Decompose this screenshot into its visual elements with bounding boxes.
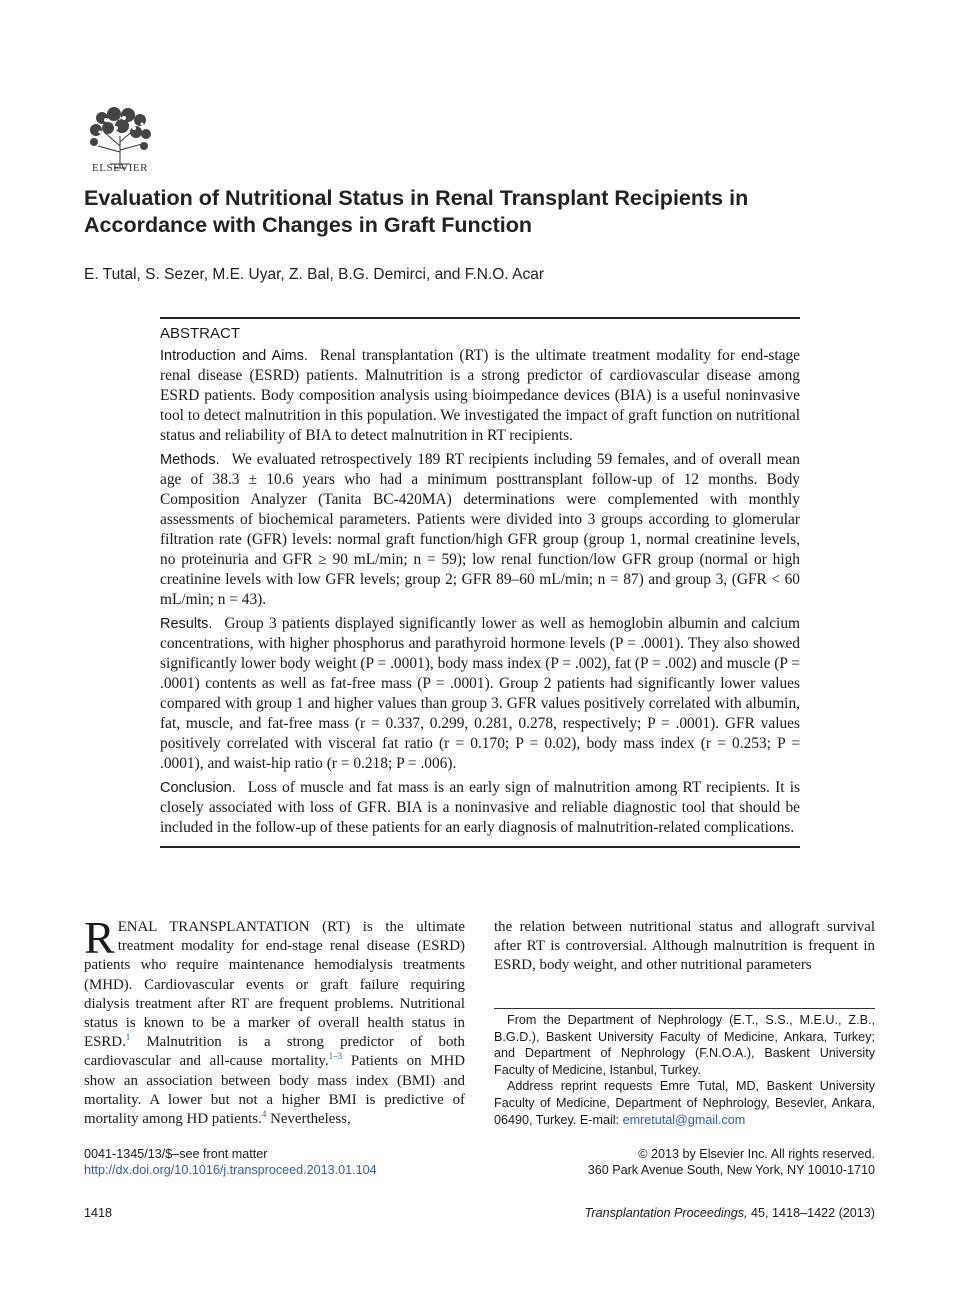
copyright-line: © 2013 by Elsevier Inc. All rights reserved. [638,1147,875,1161]
body-column-right: the relation between nutritional status and allograft survival after RT is controversial. Although malnutrition is frequent in ESRD, body weight, and other nutritional parameters [494,919,875,974]
reference-link[interactable]: 1 [125,1032,131,1043]
reference-link[interactable]: 4 [261,1109,267,1120]
publisher-address: 360 Park Avenue South, New York, NY 10010-1710 [587,1163,875,1177]
article-authors: E. Tutal, S. Sezer, M.E. Uyar, Z. Bal, B.G. Demirci, and F.N.O. Acar [84,266,544,283]
article-title: Evaluation of Nutritional Status in Renal Transplant Recipients in Accordance with Changes in Graft Function [84,186,749,237]
elsevier-wordmark: ELSEVIER [92,162,148,174]
abstract-heading: ABSTRACT [160,325,241,342]
doi-link[interactable]: http://dx.doi.org/10.1016/j.transproceed.2013.01.104 [84,1163,377,1177]
abstract-text: Loss of muscle and fat mass is an early sign of malnutrition among RT recipients. It is closely associated with loss of GFR. BIA is a noninvasive and reliable diagnostic tool that should be included in the follow-up of these patients for an early diagnosis of malnutrition-related complications. [160,779,800,836]
abstract-text: We evaluated retrospectively 189 RT recipients including 59 females, and of overall mean age of 38.3 ± 10.6 years who had a minimum posttransplant follow-up of 12 months. Body Composition Analyzer (Tanita BC-420MA) determinations were complemented with monthly assessments of biochemical parameters. Patients were divided into 3 groups according to glomerular filtration rate (GFR) levels: normal graft function/high GFR group (group 1, normal creatinine levels, no proteinuria and GFR ≥ 90 mL/min; n = 59); low renal function/low GFR group (normal or high creatinine levels with low GFR levels; group 2; GFR 89–60 mL/min; n = 87) and group 3, (GFR < 60 mL/min; n = 43). [160,451,800,608]
reprint-text: Address reprint requests Emre Tutal, MD, Baskent University Faculty of Medicine, Department of Nephrology, Besevler, Ankara, 06490, Turkey. E-mail: [494,1079,875,1127]
abstract-text: Renal transplantation (RT) is the ultimate treatment modality for end-stage renal disease (ESRD) patients. Malnutrition is a strong predictor of cardiovascular disease among ESRD patients. Body composition analysis using bioimpedance devices (BIA) is a useful noninvasive tool to detect malnutrition in this population. We investigated the impact of graft function on nutritional status and reliability of BIA to detect malnutrition in RT recipients. [160,347,800,444]
reference-link[interactable]: 1–3 [328,1051,343,1062]
body-text: (RT) is the ultimate treatment modality for end-stage renal disease (ESRD) patients who require maintenance hemodialysis treatments (MHD). Cardiovascular events or graft failure requiring dialysis treatment after RT are frequent problems. Nutritional status is known to be a marker of overall health status in ESRD. [84,919,466,1051]
body-column-left [84,912,466,1129]
issn-doi-block [84,1146,504,1178]
footnotes [494,1012,875,1128]
reprint-note [494,1078,875,1128]
journal-volume-pages: 45, 1418–1422 (2013) [747,1206,875,1220]
abstract-results [160,614,800,774]
abstract-conclusion [160,778,800,838]
issn-line: 0041-1345/13/$–see front matter [84,1147,268,1161]
abstract-text: Group 3 patients displayed significantly lower as well as hemoglobin albumin and calcium concentrations, with higher phosphorus and parathyroid hormone levels (P = .0001). They also showed significantly lower body weight (P = .0001), body mass index (P = .002), fat (P = .002) and muscle (P = .0001) contents as well as fat-free mass (P = .0001). Group 2 patients had significantly lower values compared with group 1 and higher values than group 3. GFR values positively correlated with albumin, fat, muscle, and fat-free mass (r = 0.337, 0.299, 0.281, 0.278, respectively; P = .0001). GFR values positively correlated with visceral fat ratio (r = 0.170; P = 0.02), body mass index (r = 0.253; P = .0001), and waist-hip ratio (r = 0.218; P = .006). [160,615,800,772]
lead-smallcaps: ENAL TRANSPLANTATION [117,919,310,935]
email-link[interactable]: emretutal@gmail.com [622,1112,746,1127]
page-number: 1418 [84,1206,113,1220]
copyright-block [494,1146,875,1178]
abstract-label: Introduction and Aims. [160,348,308,364]
abstract-introduction [160,346,800,446]
body-text: Malnutrition is a strong predictor of both cardiovascular and all-cause mortality. [84,1034,465,1070]
abstract-methods [160,450,800,610]
journal-name: Transplantation Proceedings, [584,1206,748,1220]
abstract-top-rule [160,317,800,319]
affiliation-note: From the Department of Nephrology (E.T., S.S., M.E.U., Z.B., B.G.D.), Baskent University Faculty of Medicine, Ankara, Turkey; and Department of Nephrology (F.N.O.A.), Baskent University Faculty of Medicine, Istanbul, Turkey. [494,1013,875,1077]
abstract-box [160,317,800,848]
body-text: Nevertheless, [266,1111,351,1128]
abstract-label: Results. [160,616,213,632]
drop-cap: R [84,912,115,963]
abstract-label: Methods. [160,452,220,468]
footnote-rule [494,1008,875,1009]
abstract-bottom-rule [160,846,800,848]
body-text: Patients on MHD show an association between body mass index (BMI) and mortality. A lower but not a higher BMI is predictive of mortality among HD patients. [84,1053,465,1128]
journal-citation [494,1206,875,1220]
abstract-label: Conclusion. [160,780,236,796]
